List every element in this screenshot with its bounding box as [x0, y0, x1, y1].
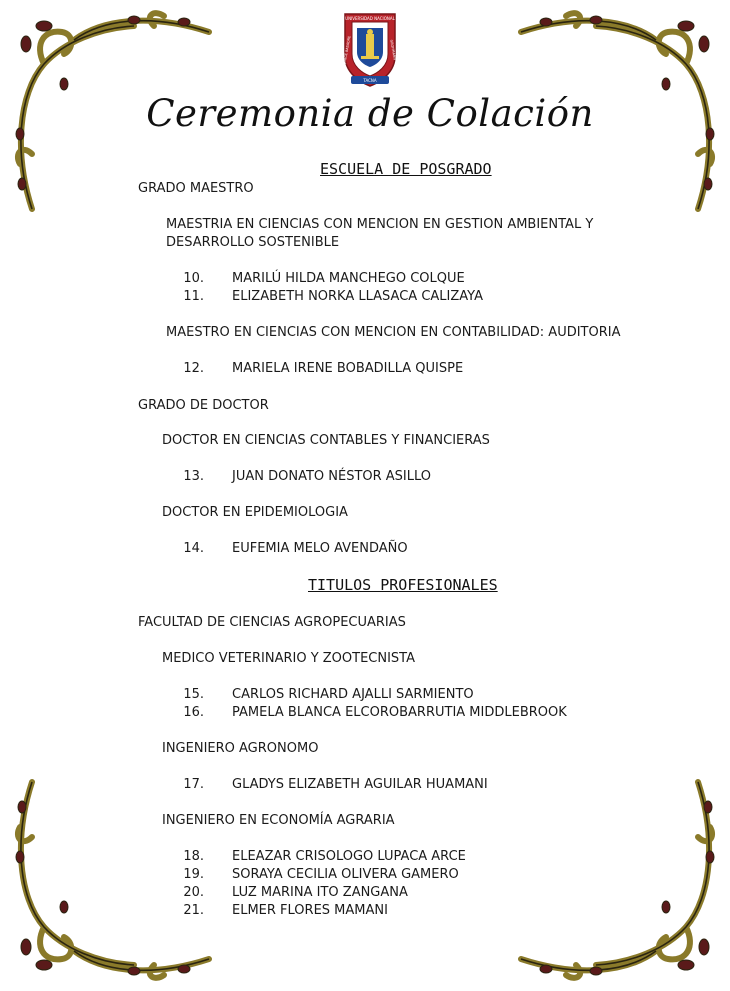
graduate-number: 13. — [183, 469, 204, 484]
graduate-name: MARIELA IRENE BOBADILLA QUISPE — [232, 361, 464, 376]
grado-maestro-label: GRADO MAESTRO — [138, 181, 254, 196]
program-line: MAESTRIA EN CIENCIAS CON MENCION EN GESTION AMBIENTAL Y — [166, 217, 594, 232]
program-line: DOCTOR EN CIENCIAS CONTABLES Y FINANCIERAS — [162, 433, 490, 448]
graduate-number: 12. — [183, 361, 204, 376]
program-line: DOCTOR EN EPIDEMIOLOGIA — [162, 505, 348, 520]
graduate-number: 18. — [183, 849, 204, 864]
graduate-name: ELEAZAR CRISOLOGO LUPACA ARCE — [232, 849, 466, 864]
program-line: MEDICO VETERINARIO Y ZOOTECNISTA — [162, 651, 416, 666]
graduate-name: EUFEMIA MELO AVENDAÑO — [232, 541, 408, 556]
university-emblem — [337, 10, 403, 88]
page-title: Ceremonia de Colación — [146, 92, 594, 135]
graduate-number: 15. — [183, 687, 204, 702]
emblem-left-text: JORGE BASADRE — [342, 35, 352, 65]
graduate-name: LUZ MARINA ITO ZANGANA — [232, 885, 408, 900]
graduate-name: ELIZABETH NORKA LLASACA CALIZAYA — [232, 289, 483, 304]
program-line: MAESTRO EN CIENCIAS CON MENCION EN CONTABILIDAD: AUDITORIA — [166, 325, 621, 340]
section-heading-titulos: TITULOS PROFESIONALES — [308, 576, 498, 594]
graduate-name: GLADYS ELIZABETH AGUILAR HUAMANI — [232, 777, 488, 792]
faculty-label: FACULTAD DE CIENCIAS AGROPECUARIAS — [138, 615, 406, 630]
graduate-number: 16. — [183, 705, 204, 720]
graduate-number: 17. — [183, 777, 204, 792]
graduate-name: CARLOS RICHARD AJALLI SARMIENTO — [232, 687, 474, 702]
graduate-number: 14. — [183, 541, 204, 556]
emblem-bottom-text: TACNA — [363, 78, 377, 83]
graduate-number: 20. — [183, 885, 204, 900]
emblem-arc-text: UNIVERSIDAD NACIONAL — [345, 16, 395, 21]
graduate-name: MARILÚ HILDA MANCHEGO COLQUE — [232, 271, 465, 286]
grado-doctor-label: GRADO DE DOCTOR — [138, 398, 269, 413]
graduate-number: 19. — [183, 867, 204, 882]
section-heading-posgrado: ESCUELA DE POSGRADO — [320, 160, 492, 178]
graduate-number: 21. — [183, 903, 204, 918]
graduate-name: PAMELA BLANCA ELCOROBARRUTIA MIDDLEBROOK — [232, 705, 567, 720]
graduate-number: 11. — [183, 289, 204, 304]
program-line: INGENIERO AGRONOMO — [162, 741, 319, 756]
ornament-corner-bottom-right — [506, 767, 726, 987]
graduate-name: SORAYA CECILIA OLIVERA GAMERO — [232, 867, 459, 882]
program-line: DESARROLLO SOSTENIBLE — [166, 235, 340, 250]
emblem-right-text: GROHMANN — [389, 39, 397, 61]
graduate-name: ELMER FLORES MAMANI — [232, 903, 388, 918]
program-line: INGENIERO EN ECONOMÍA AGRARIA — [162, 813, 395, 828]
graduate-number: 10. — [183, 271, 204, 286]
graduate-name: JUAN DONATO NÉSTOR ASILLO — [232, 469, 432, 484]
